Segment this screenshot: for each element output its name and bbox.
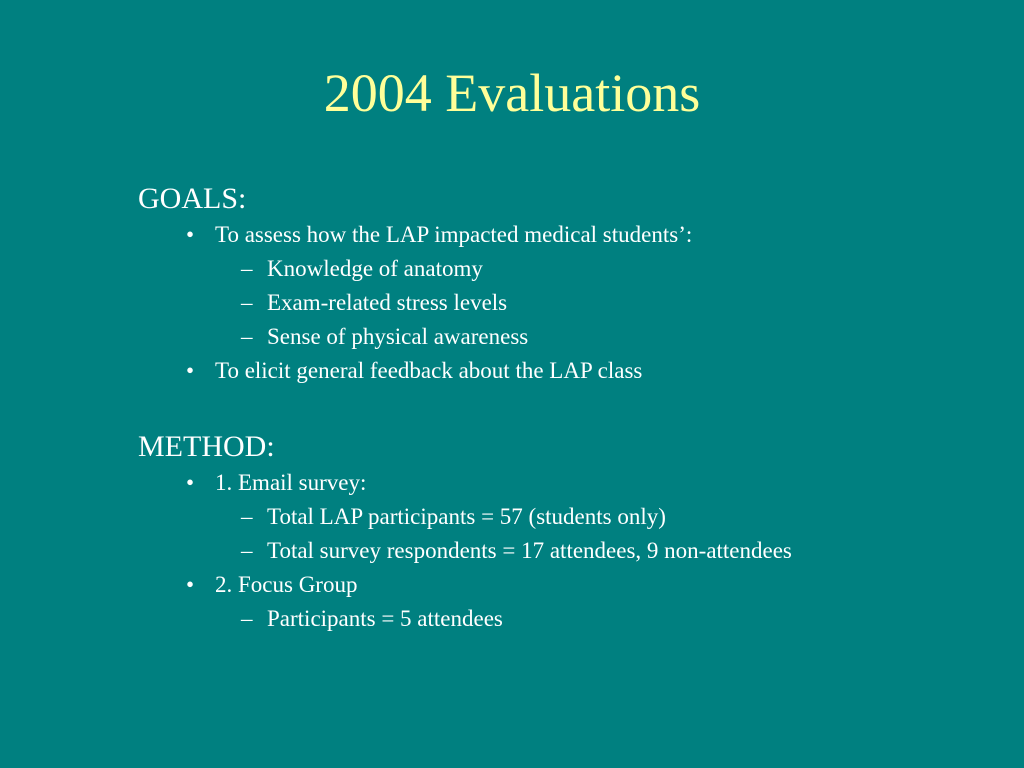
sub-bullet-item <box>138 320 998 354</box>
sub-bullet-text: Participants = 5 attendees <box>267 606 503 631</box>
section-heading-method: METHOD: <box>138 430 275 463</box>
bullet-item <box>138 466 998 500</box>
sub-bullet-text: Total survey respondents = 17 attendees, 9 non-attendees <box>267 538 792 563</box>
bullet-text: To elicit general feedback about the LAP class <box>215 358 643 383</box>
bullet-item <box>138 218 998 252</box>
bullet-text: 2. Focus Group <box>215 572 358 597</box>
dash-marker: – <box>241 504 253 529</box>
bullet-item <box>138 568 998 602</box>
bullet-item <box>138 354 998 388</box>
sub-bullet-text: Knowledge of anatomy <box>267 256 483 281</box>
bullet-marker: • <box>186 222 195 247</box>
sub-bullet-text: Exam-related stress levels <box>267 290 508 315</box>
bullet-marker: • <box>186 470 195 495</box>
bullet-text: To assess how the LAP impacted medical students’: <box>215 222 693 247</box>
sub-bullet-item <box>138 286 998 320</box>
section-method <box>138 428 998 636</box>
section-goals <box>138 180 998 388</box>
dash-marker: – <box>241 324 253 349</box>
section-spacer <box>138 388 998 428</box>
bullet-marker: • <box>186 572 195 597</box>
sub-bullet-item <box>138 534 998 568</box>
sub-bullet-item <box>138 252 998 286</box>
slide-content <box>138 180 998 636</box>
dash-marker: – <box>241 290 253 315</box>
sub-bullet-text: Total LAP participants = 57 (students only) <box>267 504 666 529</box>
bullet-text: 1. Email survey: <box>215 470 367 495</box>
sub-bullet-item <box>138 602 998 636</box>
dash-marker: – <box>241 538 253 563</box>
dash-marker: – <box>241 606 253 631</box>
slide-title: 2004 Evaluations <box>323 63 701 123</box>
sub-bullet-item <box>138 500 998 534</box>
sub-bullet-text: Sense of physical awareness <box>267 324 529 349</box>
section-heading-goals: GOALS: <box>138 182 247 215</box>
dash-marker: – <box>241 256 253 281</box>
bullet-marker: • <box>186 358 195 383</box>
